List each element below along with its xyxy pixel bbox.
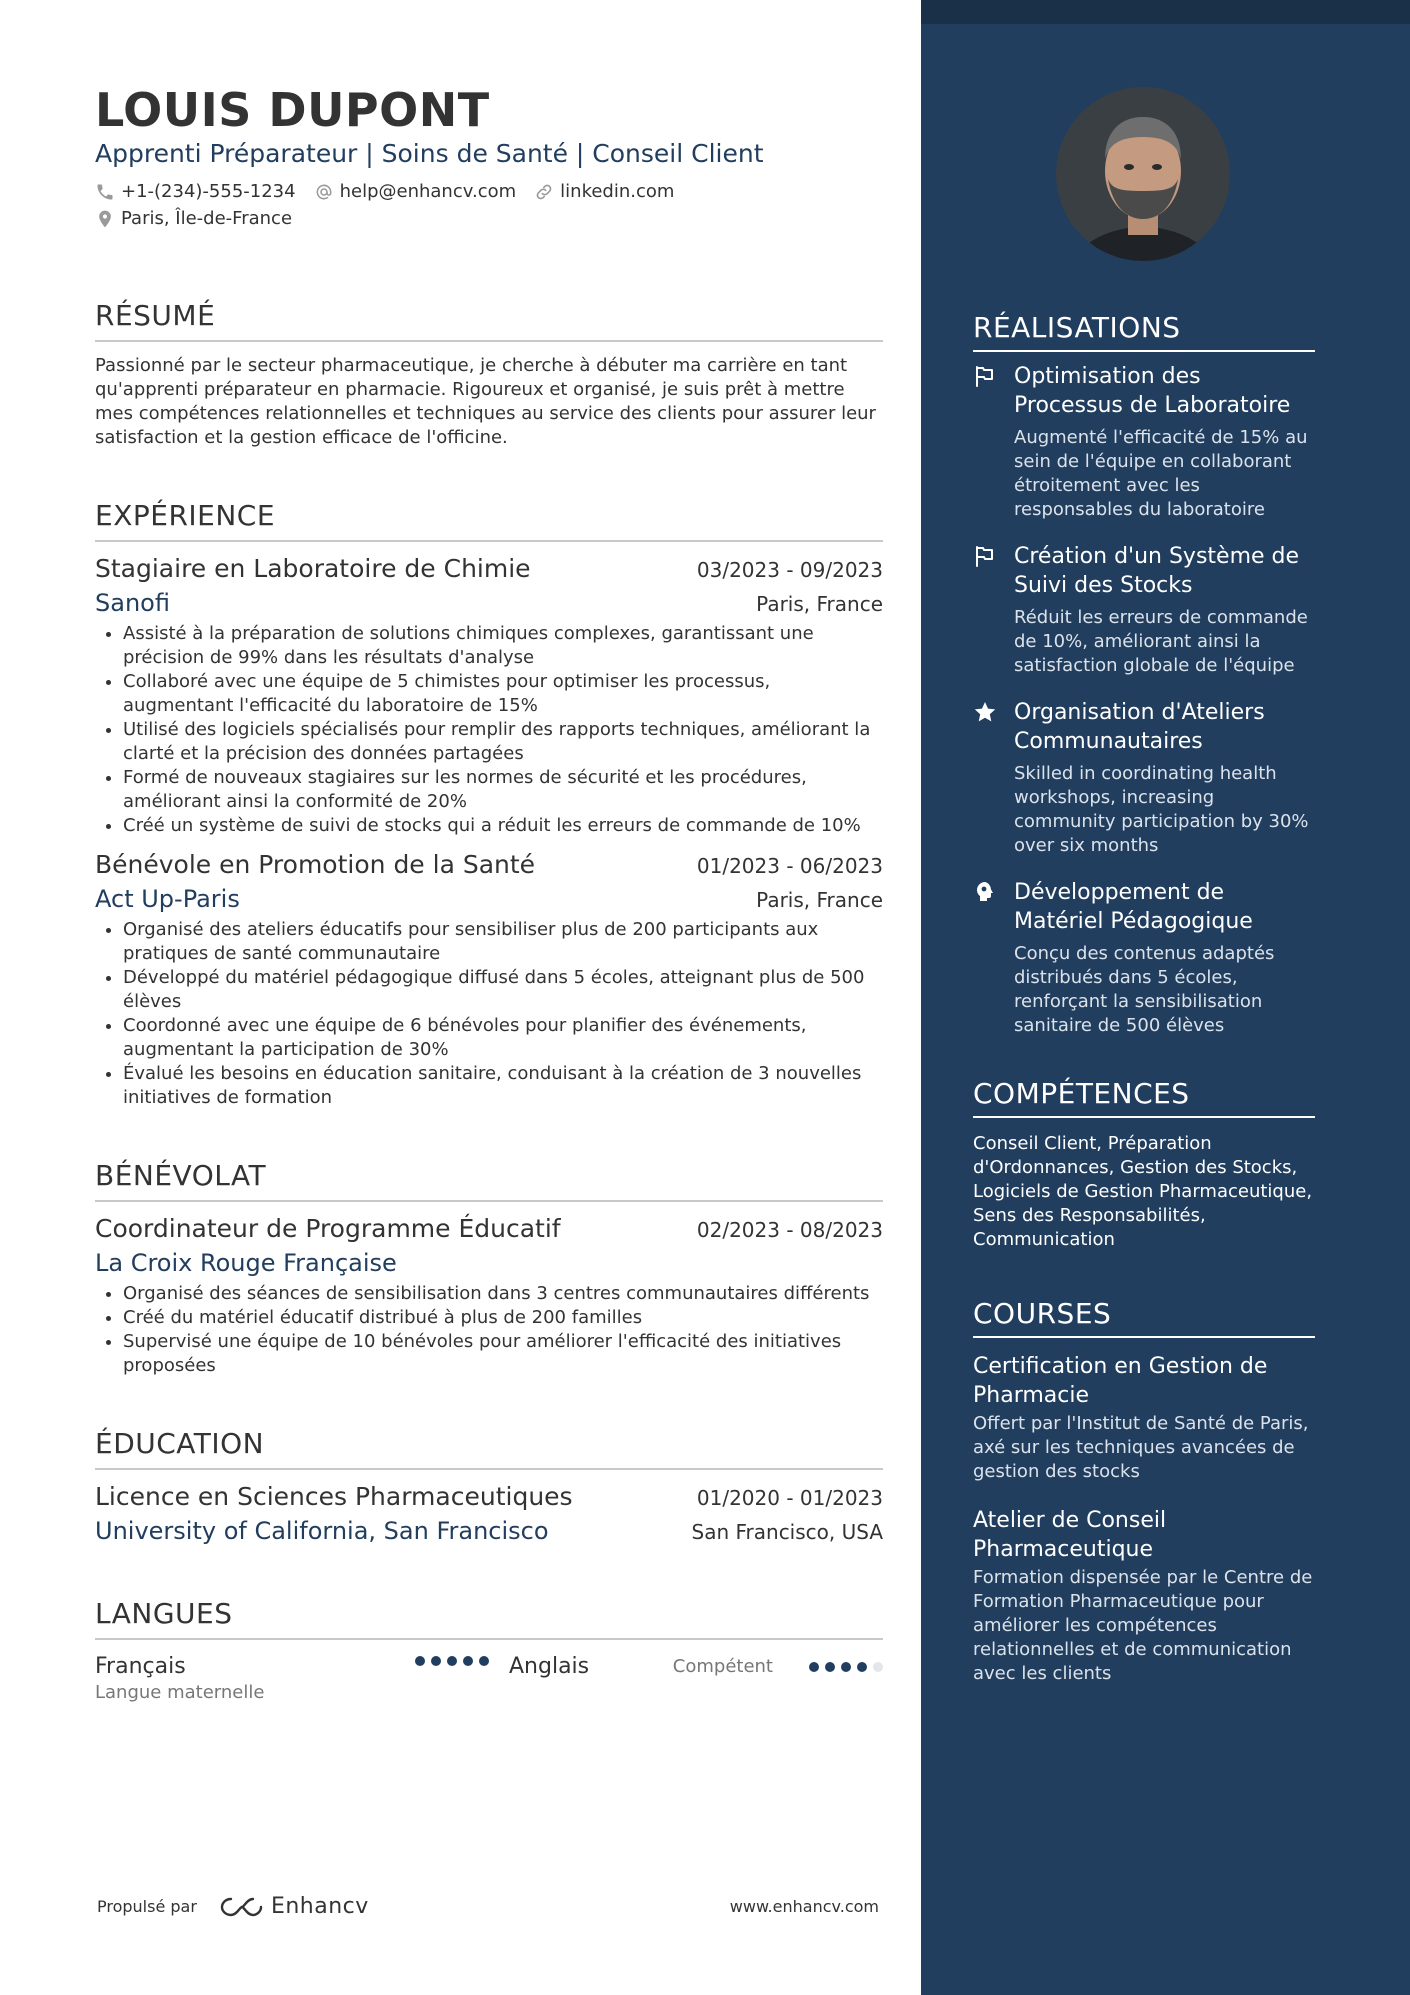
sidebar-topbar bbox=[921, 0, 1410, 24]
education-title: ÉDUCATION bbox=[95, 1426, 883, 1470]
candidate-subtitle: Apprenti Préparateur | Soins de Santé | Conseil Client bbox=[95, 139, 764, 168]
bullet: • Créé un système de suivi de stocks qui a réduit les erreurs de commande de 10% bbox=[123, 814, 883, 838]
at-icon bbox=[314, 182, 334, 202]
course-item bbox=[973, 1352, 1315, 1484]
achievement-item bbox=[973, 542, 1315, 678]
achievement-desc: Skilled in coordinating health workshops, increasing community participation by 30% over six months bbox=[1014, 763, 1309, 856]
education-school: University of California, San Francisco bbox=[95, 1517, 549, 1545]
education-dates: 01/2020 - 01/2023 bbox=[696, 1486, 883, 1510]
flag-icon bbox=[973, 364, 997, 388]
proficiency-dot-filled bbox=[809, 1662, 819, 1672]
course-item bbox=[973, 1506, 1315, 1686]
proficiency-dots bbox=[803, 1662, 883, 1672]
achievement-item bbox=[973, 362, 1315, 522]
skills-title: COMPÉTENCES bbox=[973, 1076, 1315, 1118]
entry-subheader bbox=[95, 882, 883, 916]
location-text: Paris, Île-de-France bbox=[121, 208, 293, 229]
achievements-title: RÉALISATIONS bbox=[973, 310, 1315, 352]
proficiency-dots bbox=[409, 1656, 489, 1666]
powered-by-label: Propulsé par bbox=[97, 1897, 197, 1916]
achievement-title: Développement de Matériel Pédagogique bbox=[1014, 880, 1253, 934]
entry-subheader bbox=[95, 1246, 883, 1280]
contact-linkedin[interactable] bbox=[534, 178, 674, 205]
candidate-name: LOUIS DUPONT bbox=[95, 83, 490, 137]
achievement-item bbox=[973, 698, 1315, 858]
entry-dates: 03/2023 - 09/2023 bbox=[696, 558, 883, 582]
footer-brand bbox=[97, 1894, 369, 1919]
languages-row bbox=[95, 1652, 883, 1704]
entry-role: Coordinateur de Programme Éducatif bbox=[95, 1214, 561, 1243]
proficiency-dot-filled bbox=[431, 1656, 441, 1666]
footer-website[interactable]: www.enhancv.com bbox=[729, 1897, 879, 1916]
avatar-portrait bbox=[1056, 87, 1230, 261]
proficiency-dot-filled bbox=[447, 1656, 457, 1666]
language-name: Français bbox=[95, 1654, 186, 1679]
entry-dates: 02/2023 - 08/2023 bbox=[696, 1218, 883, 1242]
bullet: • Formé de nouveaux stagiaires sur les normes de sécurité et les procédures, améliorant ainsi la conformité de 20% bbox=[123, 766, 883, 814]
experience-entry bbox=[95, 848, 883, 1110]
achievement-title: Optimisation des Processus de Laboratoire bbox=[1014, 364, 1291, 418]
contact-email[interactable] bbox=[314, 178, 517, 205]
entry-role: Bénévole en Promotion de la Santé bbox=[95, 850, 536, 879]
location-pin-icon bbox=[95, 209, 115, 229]
entry-bullets bbox=[95, 1282, 883, 1378]
entry-location: Paris, France bbox=[756, 592, 883, 616]
proficiency-dot-filled bbox=[463, 1656, 473, 1666]
entry-org: Sanofi bbox=[95, 589, 170, 617]
entry-header bbox=[95, 1480, 883, 1514]
skills-section bbox=[973, 1076, 1315, 1252]
proficiency-dot-empty bbox=[873, 1662, 883, 1672]
achievement-title: Organisation d'Ateliers Communautaires bbox=[1014, 700, 1265, 754]
footer bbox=[97, 1894, 879, 1919]
summary-section bbox=[95, 298, 883, 450]
courses-section bbox=[973, 1296, 1315, 1686]
summary-text: Passionné par le secteur pharmaceutique, je cherche à débuter ma carrière en tant qu'apprenti préparateur en pharmacie. Rigoureux et organisé, je suis prêt à mettre mes compétences relationnelles et techniques au service des clients pour assurer leur satisfaction et la gestion efficace de l'officine. bbox=[95, 355, 876, 448]
achievement-item bbox=[973, 878, 1315, 1038]
course-desc: Formation dispensée par le Centre de Formation Pharmaceutique pour améliorer les compétences relationnelles et de communication avec les clients bbox=[973, 1567, 1313, 1684]
proficiency-dot-filled bbox=[857, 1662, 867, 1672]
languages-title: LANGUES bbox=[95, 1596, 883, 1640]
entry-role: Stagiaire en Laboratoire de Chimie bbox=[95, 554, 531, 583]
language-name: Anglais bbox=[509, 1654, 590, 1679]
education-section bbox=[95, 1426, 883, 1548]
bullet: • Collaboré avec une équipe de 5 chimistes pour optimiser les processus, augmentant l'efficacité du laboratoire de 15% bbox=[123, 670, 883, 718]
contact-location bbox=[95, 205, 292, 232]
bullet: • Coordonné avec une équipe de 6 bénévoles pour planifier des événements, augmentant la participation de 30% bbox=[123, 1014, 883, 1062]
education-degree: Licence en Sciences Pharmaceutiques bbox=[95, 1482, 573, 1511]
main-column bbox=[95, 82, 883, 1704]
contact-row bbox=[95, 178, 883, 205]
achievement-desc: Augmenté l'efficacité de 15% au sein de l'équipe en collaborant étroitement avec les responsables du laboratoire bbox=[1014, 427, 1308, 520]
achievement-desc: Conçu des contenus adaptés distribués dans 5 écoles, renforçant la sensibilisation sanitaire de 500 élèves bbox=[1014, 943, 1275, 1036]
proficiency-dot-filled bbox=[825, 1662, 835, 1672]
entry-header bbox=[95, 552, 883, 586]
achievements-section bbox=[973, 310, 1315, 1038]
star-icon bbox=[973, 700, 997, 724]
proficiency-dot-filled bbox=[841, 1662, 851, 1672]
languages-section bbox=[95, 1596, 883, 1704]
experience-entry bbox=[95, 552, 883, 838]
entry-org: La Croix Rouge Française bbox=[95, 1249, 397, 1277]
contact-phone[interactable] bbox=[95, 178, 296, 205]
bullet: • Évalué les besoins en éducation sanitaire, conduisant à la création de 3 nouvelles initiatives de formation bbox=[123, 1062, 883, 1110]
volunteering-title: BÉNÉVOLAT bbox=[95, 1158, 883, 1202]
bullet: • Organisé des ateliers éducatifs pour sensibiliser plus de 200 participants aux pratiques de santé communautaire bbox=[123, 918, 883, 966]
proficiency-dot-filled bbox=[415, 1656, 425, 1666]
education-location: San Francisco, USA bbox=[691, 1520, 883, 1544]
course-title: Certification en Gestion de Pharmacie bbox=[973, 1354, 1268, 1408]
achievement-desc: Réduit les erreurs de commande de 10%, améliorant ainsi la satisfaction globale de l'équipe bbox=[1014, 607, 1308, 676]
entry-location: Paris, France bbox=[756, 888, 883, 912]
proficiency-label: Compétent bbox=[672, 1656, 773, 1677]
bullet: • Supervisé une équipe de 10 bénévoles pour améliorer l'efficacité des initiatives proposées bbox=[123, 1330, 883, 1378]
bullet: • Utilisé des logiciels spécialisés pour remplir des rapports techniques, améliorant la clarté et la précision des données partagées bbox=[123, 718, 883, 766]
summary-title: RÉSUMÉ bbox=[95, 298, 883, 342]
bullet: • Organisé des séances de sensibilisation dans 3 centres communautaires différents bbox=[123, 1282, 883, 1306]
language-proficiency bbox=[379, 1656, 489, 1666]
sidebar-content bbox=[973, 310, 1315, 1708]
entry-org: Act Up-Paris bbox=[95, 885, 240, 913]
entry-header bbox=[95, 848, 883, 882]
education-entry bbox=[95, 1480, 883, 1548]
entry-bullets bbox=[95, 622, 883, 838]
achievement-title: Création d'un Système de Suivi des Stocks bbox=[1014, 544, 1300, 598]
language-item bbox=[95, 1652, 489, 1704]
contact-row-location bbox=[95, 205, 883, 232]
volunteering-section bbox=[95, 1158, 883, 1378]
experience-title: EXPÉRIENCE bbox=[95, 498, 883, 542]
language-proficiency bbox=[673, 1656, 883, 1677]
skills-text: Conseil Client, Préparation d'Ordonnances, Gestion des Stocks, Logiciels de Gestion Pharmaceutique, Sens des Responsabilités, Communication bbox=[973, 1133, 1313, 1250]
course-title: Atelier de Conseil Pharmaceutique bbox=[973, 1508, 1167, 1562]
brand-name: Enhancv bbox=[270, 1894, 369, 1919]
entry-dates: 01/2023 - 06/2023 bbox=[696, 854, 883, 878]
experience-section bbox=[95, 498, 883, 1110]
linkedin-text: linkedin.com bbox=[560, 181, 675, 202]
courses-title: COURSES bbox=[973, 1296, 1315, 1338]
entry-subheader bbox=[95, 1514, 883, 1548]
email-text: help@enhancv.com bbox=[339, 181, 517, 202]
volunteering-entry bbox=[95, 1212, 883, 1378]
language-level: Langue maternelle bbox=[95, 1682, 265, 1703]
phone-icon bbox=[95, 182, 115, 202]
enhancv-logo-icon bbox=[219, 1895, 265, 1919]
bullet: • Développé du matériel pédagogique diffusé dans 5 écoles, atteignant plus de 500 élèves bbox=[123, 966, 883, 1014]
phone-text: +1-(234)-555-1234 bbox=[121, 181, 296, 202]
avatar bbox=[1056, 87, 1230, 261]
link-icon bbox=[534, 182, 554, 202]
language-item bbox=[509, 1652, 883, 1682]
bullet: • Créé du matériel éducatif distribué à plus de 200 familles bbox=[123, 1306, 883, 1330]
sidebar bbox=[921, 0, 1410, 1995]
entry-header bbox=[95, 1212, 883, 1246]
flag-icon bbox=[973, 544, 997, 568]
bullet: • Assisté à la préparation de solutions chimiques complexes, garantissant une précision de 99% dans les résultats d'analyse bbox=[123, 622, 883, 670]
brain-icon bbox=[973, 880, 997, 904]
entry-bullets bbox=[95, 918, 883, 1110]
entry-subheader bbox=[95, 586, 883, 620]
course-desc: Offert par l'Institut de Santé de Paris, axé sur les techniques avancées de gestion des stocks bbox=[973, 1413, 1309, 1482]
enhancv-logo[interactable] bbox=[219, 1894, 369, 1919]
proficiency-dot-filled bbox=[479, 1656, 489, 1666]
